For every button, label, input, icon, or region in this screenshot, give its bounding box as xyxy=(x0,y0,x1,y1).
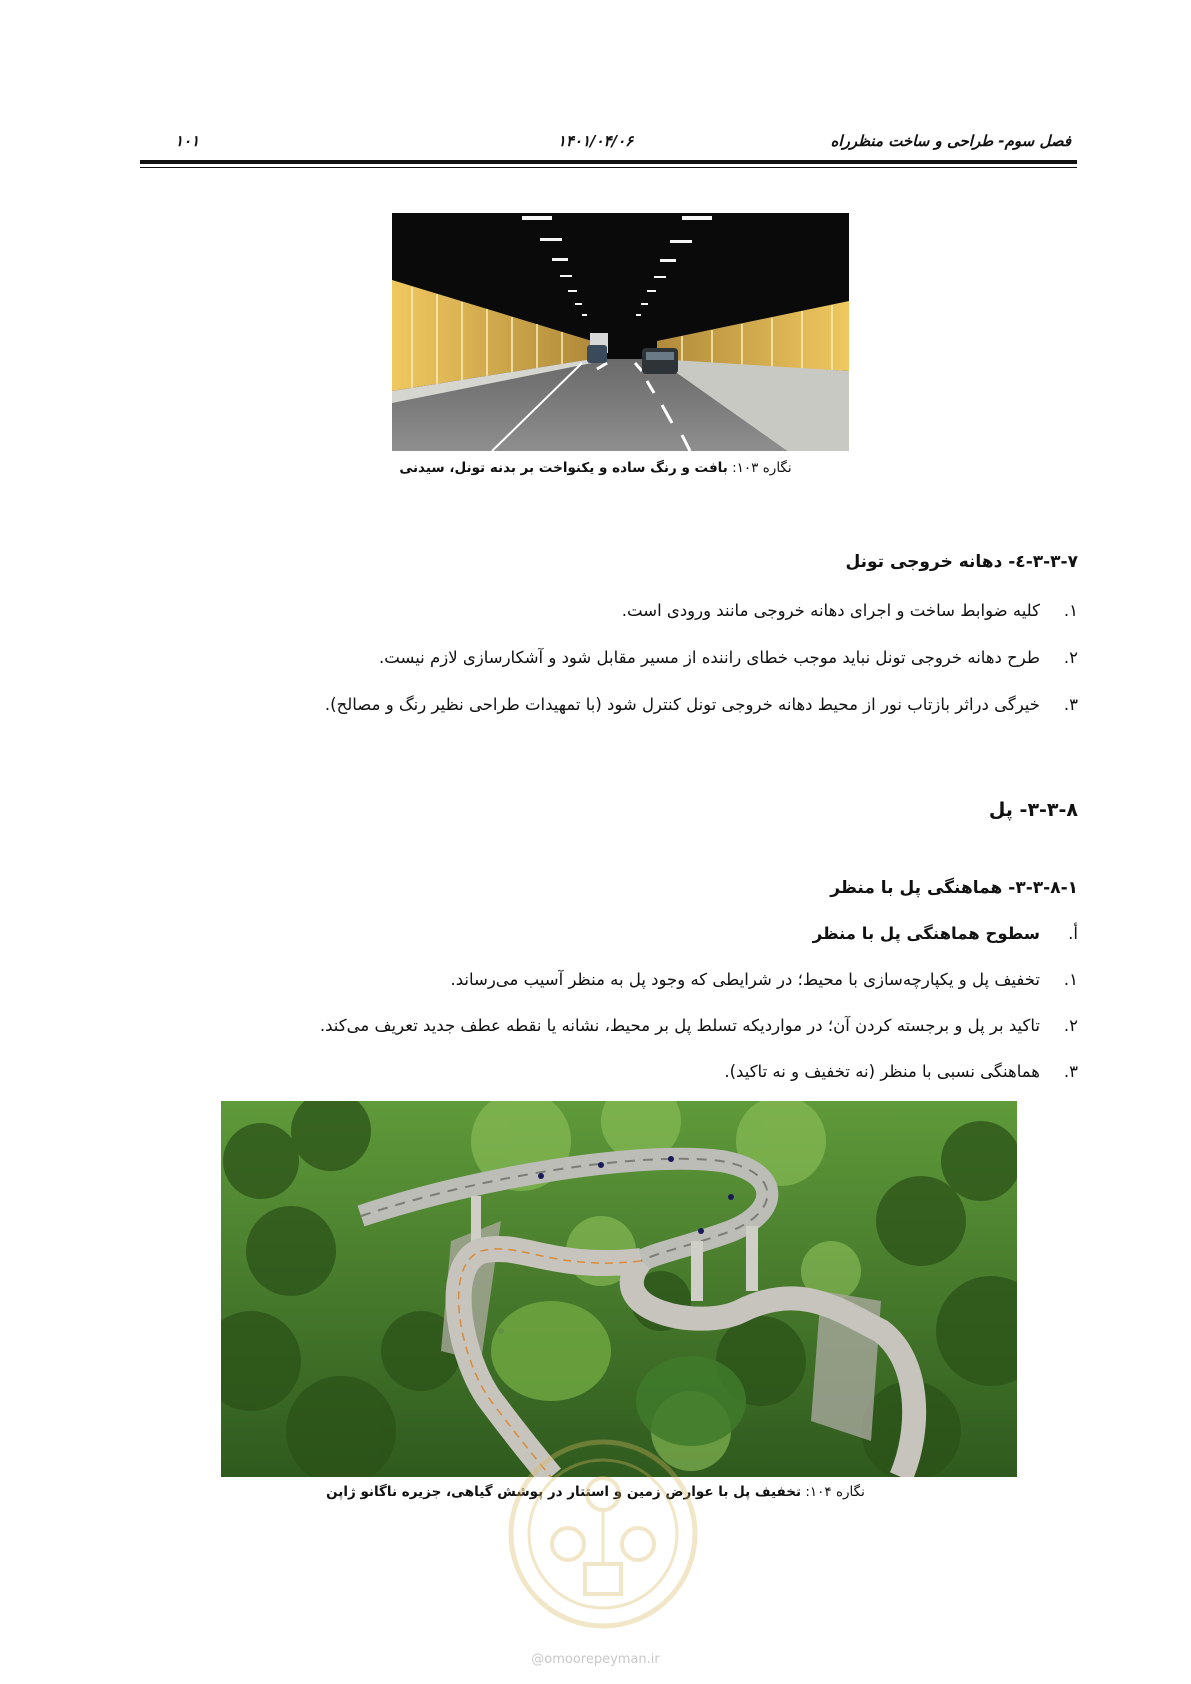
section-heading-bridge-harmony: ۳-۳-۸-۱- هماهنگی پل با منظر xyxy=(830,878,1078,898)
figure-103-text: بافت و رنگ ساده و یکنواخت بر بدنه تونل، سیدنی xyxy=(399,460,728,476)
list-item xyxy=(622,601,1078,620)
list-item xyxy=(724,1062,1078,1081)
list-item xyxy=(379,648,1078,667)
list-item-number: ۲. xyxy=(1063,648,1078,667)
list-item-number: ۲. xyxy=(1063,1016,1078,1035)
list-item-text: تاکید بر پل و برجسته کردن آن؛ در مواردیکه تسلط پل بر محیط، نشانه یا نقطه عطف جدید تعریف می‌کند. xyxy=(319,1016,1040,1035)
page-number: ۱۰۱ xyxy=(175,132,200,150)
list-item-number: ۱. xyxy=(1063,970,1078,989)
figure-104-text: تخفیف پل با عوارض زمین و استتار در پوشش گیاهی، جزیره ناگانو ژاپن xyxy=(326,1484,802,1500)
sub-heading-number: أ. xyxy=(1068,924,1078,943)
section-heading-bridge: ۳-۳-۸- پل xyxy=(988,799,1078,821)
header-rule-thin xyxy=(140,167,1077,168)
sub-heading xyxy=(813,924,1078,943)
list-item-number: ۱. xyxy=(1063,601,1078,620)
tunnel-photo xyxy=(392,213,849,451)
watermark-seal-icon xyxy=(503,1434,703,1634)
header-date: ۱۴۰۱/۰۴/۰۶ xyxy=(557,132,634,150)
list-item-text: هماهنگی نسبی با منظر (نه تخفیف و نه تاکید). xyxy=(724,1062,1040,1081)
figure-103-caption xyxy=(0,460,1191,476)
list-item-text: کلیه ضوابط ساخت و اجرای دهانه خروجی مانند ورودی است. xyxy=(621,601,1040,620)
header-rule xyxy=(140,160,1077,164)
figure-103-label: نگاره ۱۰۳: xyxy=(732,460,792,476)
list-item-number: ۳. xyxy=(1063,695,1078,714)
section-heading-tunnel-exit: ۳-۳-۷-٤- دهانه خروجی تونل xyxy=(845,552,1078,572)
list-item-text: طرح دهانه خروجی تونل نباید موجب خطای راننده از مسیر مقابل شود و آشکارسازی لازم نیست. xyxy=(379,648,1040,667)
list-item-text: خیرگی دراثر بازتاب نور از محیط دهانه خروجی تونل کنترل شود (با تمهیدات طراحی نظیر رنگ و مصالح). xyxy=(324,695,1040,714)
list-item xyxy=(320,1016,1078,1035)
chapter-title: فصل سوم- طراحی و ساخت منظرراه xyxy=(830,132,1071,150)
list-item xyxy=(325,695,1078,714)
list-item-text: تخفیف پل و یکپارچه‌سازی با محیط؛ در شرایطی که وجود پل به منظر آسیب می‌رساند. xyxy=(450,970,1040,989)
mountain-bridge-photo xyxy=(221,1101,1017,1477)
list-item xyxy=(450,970,1078,989)
sub-heading-text: سطوح هماهنگی پل با منظر xyxy=(812,924,1040,943)
list-item-number: ۳. xyxy=(1063,1062,1078,1081)
watermark-site: @omoorepeyman.ir xyxy=(531,1652,660,1667)
figure-104-label: نگاره ۱۰۴: xyxy=(805,1484,865,1500)
